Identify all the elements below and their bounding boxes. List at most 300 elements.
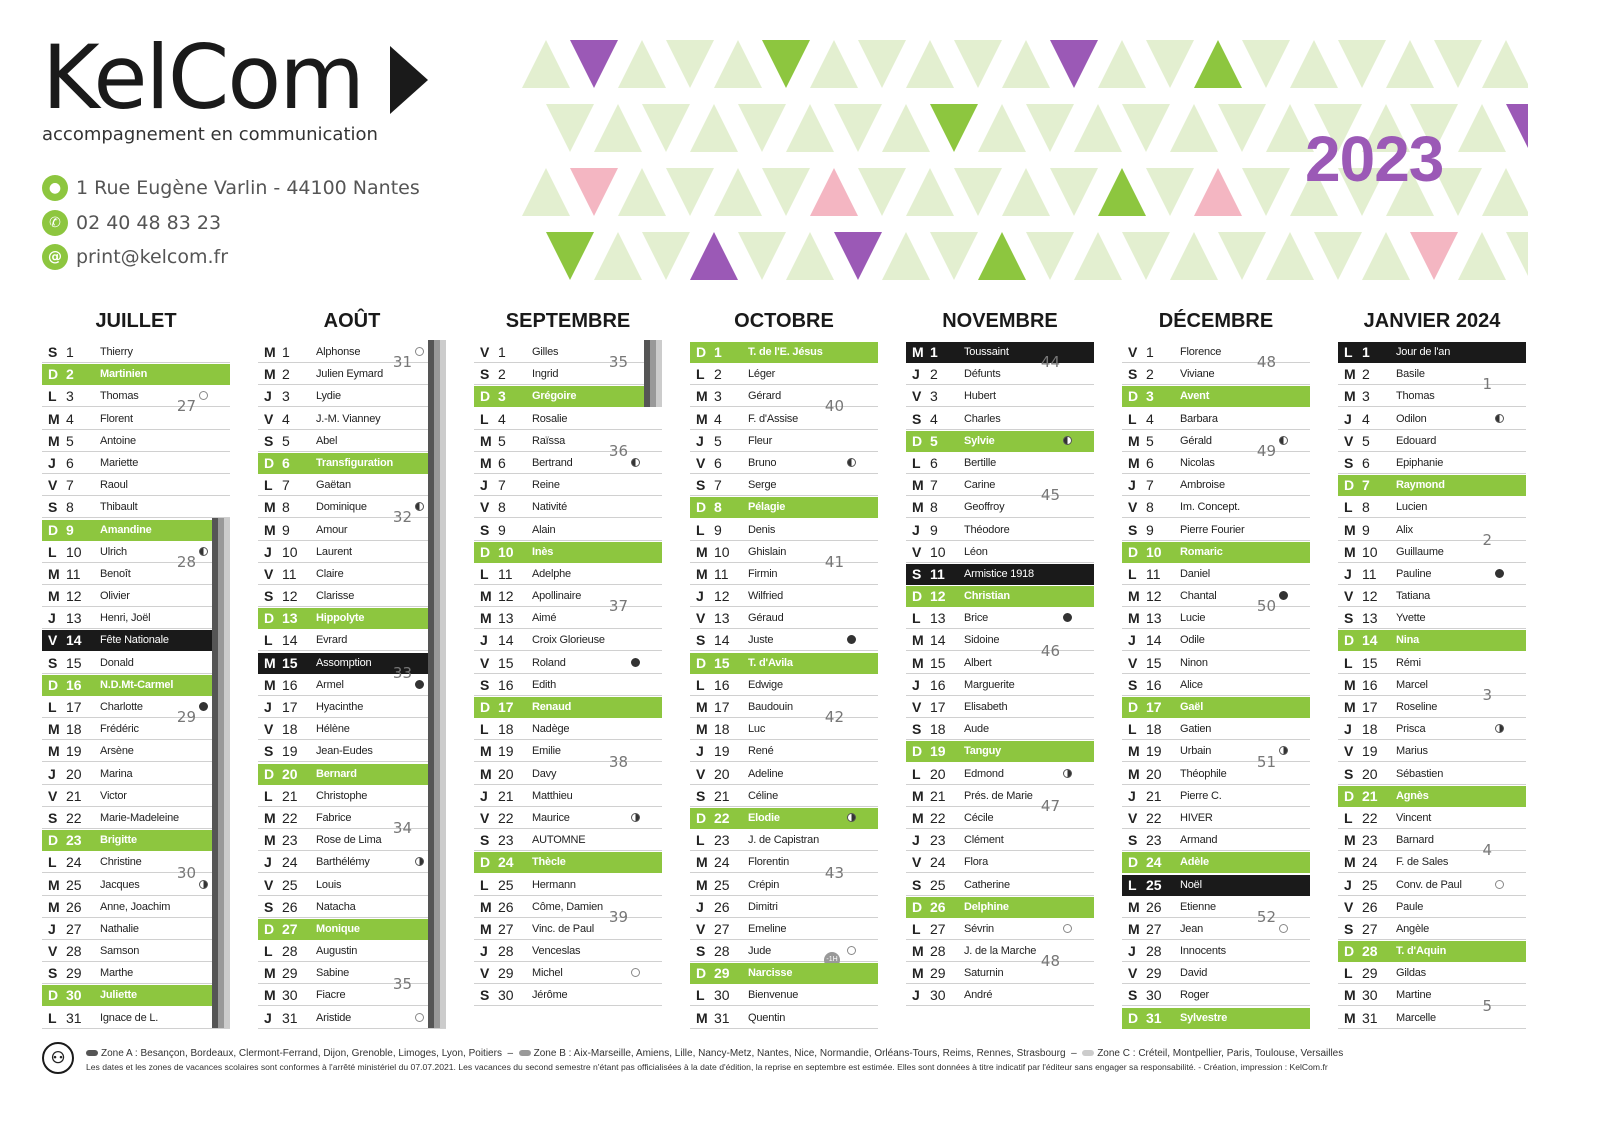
- week-number: 51: [1256, 752, 1276, 771]
- week-number: 41: [824, 552, 844, 571]
- day-letter: V: [912, 388, 922, 405]
- day-letter: V: [264, 410, 274, 427]
- day-number: 25: [1362, 876, 1378, 893]
- day-row: [1338, 941, 1526, 962]
- day-letter: V: [696, 920, 706, 937]
- saint-name: Evrard: [316, 634, 348, 647]
- saint-name: Apollinaire: [532, 590, 582, 603]
- day-row: [1338, 409, 1526, 430]
- day-number: 24: [1362, 854, 1378, 871]
- day-row: [258, 475, 446, 496]
- day-row: [258, 786, 446, 807]
- day-letter: M: [912, 632, 924, 649]
- saint-name: Tatiana: [1396, 590, 1431, 603]
- day-letter: L: [696, 676, 705, 693]
- day-row: [1338, 520, 1526, 541]
- day-letter: L: [1128, 721, 1137, 738]
- pattern-triangle: [1410, 232, 1458, 280]
- day-letter: J: [264, 543, 272, 560]
- pattern-triangle: [1074, 232, 1122, 280]
- saint-name: Edmond: [964, 767, 1004, 780]
- day-number: 14: [714, 632, 730, 649]
- day-number: 22: [930, 809, 946, 826]
- pattern-triangle: [930, 232, 978, 280]
- day-letter: V: [264, 721, 274, 738]
- day-row: [42, 608, 230, 629]
- saint-name: Adèle: [1180, 856, 1209, 869]
- day-letter: M: [696, 876, 708, 893]
- day-number: 10: [1146, 543, 1162, 560]
- saint-name: Ninon: [1180, 656, 1208, 669]
- saint-name: Mariette: [100, 456, 139, 469]
- saint-name: Bertrand: [532, 456, 573, 469]
- zone-a-swatch: [86, 1050, 98, 1056]
- day-row: [1122, 342, 1310, 363]
- day-letter: V: [480, 499, 490, 516]
- day-letter: D: [1128, 388, 1139, 405]
- day-number: 21: [498, 787, 514, 804]
- week-number: 2: [1482, 530, 1492, 549]
- day-letter: D: [912, 898, 923, 915]
- day-letter: M: [264, 366, 276, 383]
- day-row: [1338, 675, 1526, 696]
- day-row: [906, 963, 1094, 984]
- day-row: [906, 697, 1094, 718]
- day-row: [690, 586, 878, 607]
- day-row: [474, 719, 662, 740]
- pattern-triangle: [1338, 40, 1386, 88]
- day-number: 22: [1362, 809, 1378, 826]
- saint-name: Carine: [964, 479, 996, 492]
- day-number: 6: [282, 454, 290, 471]
- day-number: 27: [930, 920, 946, 937]
- pattern-triangle: [786, 232, 834, 280]
- saint-name: Aimé: [532, 612, 557, 625]
- saint-name: Marcel: [1396, 678, 1428, 691]
- day-letter: J: [48, 765, 56, 782]
- day-row: [906, 852, 1094, 873]
- day-row: [1338, 697, 1526, 718]
- week-number: 39: [608, 908, 628, 926]
- day-number: 19: [1362, 743, 1378, 760]
- day-list: [1338, 342, 1526, 1029]
- moon-phase-icon: [415, 857, 424, 866]
- saint-name: Michel: [532, 967, 563, 980]
- day-row: [1122, 497, 1310, 518]
- day-number: 24: [930, 854, 946, 871]
- moon-phase-icon: [1279, 746, 1288, 755]
- moon-phase-icon: [1495, 569, 1504, 578]
- day-row: [690, 808, 878, 829]
- day-letter: S: [696, 943, 706, 960]
- day-number: 14: [498, 632, 514, 649]
- day-letter: M: [696, 699, 708, 715]
- pattern-triangle: [810, 40, 858, 88]
- day-number: 1: [1146, 344, 1154, 360]
- day-row: [258, 852, 446, 873]
- day-letter: D: [48, 987, 59, 1004]
- day-number: 28: [282, 943, 298, 960]
- saint-name: Assomption: [316, 656, 372, 669]
- saint-name: Matthieu: [532, 789, 573, 802]
- phone-text: 02 40 48 83 23: [76, 212, 222, 234]
- saint-name: Noël: [1180, 878, 1202, 891]
- day-letter: D: [48, 676, 59, 693]
- day-number: 18: [714, 721, 730, 738]
- saint-name: Crépin: [748, 878, 780, 891]
- saint-name: Christophe: [316, 789, 368, 802]
- day-number: 14: [282, 632, 298, 649]
- saint-name: Jean-Eudes: [316, 745, 373, 758]
- day-number: 9: [498, 521, 506, 538]
- day-row: [1338, 1008, 1526, 1029]
- week-number: 27: [176, 397, 196, 416]
- day-letter: M: [480, 743, 492, 760]
- day-number: 16: [498, 676, 514, 693]
- pattern-triangle: [690, 104, 738, 152]
- saint-name: Brigitte: [100, 834, 137, 847]
- day-letter: L: [48, 388, 57, 405]
- day-list: [690, 342, 878, 1029]
- day-number: 18: [66, 721, 82, 738]
- pattern-triangle: [1434, 40, 1482, 88]
- day-row: [1122, 409, 1310, 430]
- saint-name: Odile: [1180, 634, 1205, 647]
- day-row: [1338, 719, 1526, 740]
- day-number: 21: [930, 787, 946, 804]
- saint-name: Léon: [964, 545, 988, 558]
- saint-name: Edith: [532, 678, 557, 691]
- day-row: [1122, 830, 1310, 851]
- day-number: 11: [282, 565, 297, 582]
- day-number: 15: [66, 654, 82, 671]
- day-row: [690, 497, 878, 518]
- moon-phase-icon: [1279, 924, 1288, 933]
- day-letter: D: [480, 543, 491, 560]
- day-number: 3: [1146, 388, 1154, 405]
- saint-name: Hélène: [316, 723, 350, 736]
- moon-phase-icon: [1495, 880, 1504, 889]
- day-number: 13: [1362, 610, 1378, 627]
- day-number: 28: [66, 943, 82, 960]
- pattern-triangle: [1074, 104, 1122, 152]
- logo: [42, 26, 363, 129]
- pattern-triangle: [570, 168, 618, 216]
- day-letter: D: [264, 765, 275, 782]
- day-letter: L: [1128, 410, 1137, 427]
- day-letter: L: [912, 920, 921, 937]
- day-letter: D: [696, 499, 707, 516]
- saint-name: Barthélémy: [316, 856, 370, 869]
- day-letter: V: [1128, 499, 1138, 516]
- day-row: [258, 364, 446, 385]
- saint-name: F. de Sales: [1396, 856, 1449, 869]
- day-number: 27: [714, 920, 730, 937]
- day-row: [906, 919, 1094, 940]
- month-title: OCTOBRE: [734, 310, 834, 332]
- day-row: [1122, 586, 1310, 607]
- school-holiday-bar: [644, 340, 662, 407]
- day-number: 19: [498, 743, 514, 760]
- saint-name: Alain: [532, 523, 556, 536]
- pattern-triangle: [522, 40, 570, 88]
- day-letter: M: [264, 344, 276, 360]
- day-row: [42, 364, 230, 385]
- day-letter: V: [480, 965, 490, 982]
- week-number: 40: [824, 397, 844, 416]
- day-number: 20: [930, 765, 946, 782]
- day-number: 17: [1146, 699, 1162, 715]
- saint-name: Hyacinthe: [316, 701, 364, 713]
- moon-phase-icon: [199, 702, 208, 711]
- saint-name: J. de la Marche: [964, 945, 1037, 958]
- pattern-triangle: [666, 40, 714, 88]
- day-number: 7: [66, 477, 74, 494]
- day-number: 29: [282, 965, 298, 982]
- day-letter: V: [1344, 432, 1354, 449]
- saint-name: Amandine: [100, 523, 152, 536]
- saint-name: Alphonse: [316, 346, 361, 358]
- day-number: 17: [1362, 699, 1378, 715]
- saint-name: Dimitri: [748, 900, 778, 913]
- saint-name: Nina: [1396, 634, 1420, 647]
- day-row: [1122, 897, 1310, 918]
- day-number: 26: [66, 898, 82, 915]
- pattern-triangle: [1242, 40, 1290, 88]
- week-number: 45: [1040, 486, 1060, 505]
- day-row: [1338, 342, 1526, 363]
- saint-name: AUTOMNE: [532, 834, 586, 847]
- day-number: 16: [66, 676, 82, 693]
- day-number: 4: [1362, 410, 1370, 427]
- week-number: 42: [824, 708, 844, 727]
- saint-name: Juliette: [100, 989, 137, 1002]
- day-number: 8: [498, 499, 506, 516]
- saint-name: Barbara: [1180, 412, 1218, 425]
- day-number: 28: [498, 943, 514, 960]
- week-number: 4: [1482, 841, 1492, 860]
- day-letter: M: [264, 521, 276, 538]
- day-number: 9: [714, 521, 722, 538]
- day-number: 12: [1362, 588, 1378, 605]
- pattern-triangle: [522, 168, 570, 216]
- week-number: 34: [392, 819, 412, 838]
- pattern-triangle: [762, 40, 810, 88]
- day-letter: M: [912, 499, 924, 516]
- week-number: 28: [176, 552, 196, 571]
- saint-name: Thierry: [100, 346, 133, 358]
- day-letter: J: [48, 454, 56, 471]
- saint-name: Jude: [748, 945, 772, 958]
- day-number: 5: [66, 432, 74, 449]
- pattern-triangle: [1170, 104, 1218, 152]
- day-row: [1122, 786, 1310, 807]
- pattern-triangle: [786, 104, 834, 152]
- month-column: [906, 306, 1094, 1008]
- month-title: DÉCEMBRE: [1158, 310, 1274, 332]
- saint-name: Raoul: [100, 479, 128, 492]
- day-row: [690, 852, 878, 873]
- phone-line: [42, 208, 221, 238]
- day-letter: L: [1344, 654, 1353, 671]
- day-row: [1338, 963, 1526, 984]
- day-row: [1122, 386, 1310, 407]
- zone-a-text: Zone A : Besançon, Bordeaux, Clermont-Ferrand, Dijon, Grenoble, Limoges, Lyon, Poitiers: [101, 1048, 502, 1059]
- saint-name: Gaëtan: [316, 479, 351, 492]
- day-row: [1122, 675, 1310, 696]
- saint-name: Gérald: [1180, 434, 1212, 447]
- day-letter: D: [264, 920, 275, 937]
- day-row: [1122, 608, 1310, 629]
- pattern-triangle: [978, 232, 1026, 280]
- saint-name: Abel: [316, 434, 338, 447]
- family-icon: ⚇: [42, 1042, 74, 1074]
- day-letter: L: [696, 366, 705, 383]
- day-letter: M: [480, 765, 492, 782]
- day-letter: M: [48, 721, 60, 738]
- saint-name: Raïssa: [532, 434, 566, 447]
- day-number: 26: [282, 898, 298, 915]
- saint-name: Clément: [964, 834, 1004, 847]
- day-letter: S: [48, 809, 58, 826]
- day-number: 15: [282, 654, 298, 671]
- saint-name: Théophile: [1180, 767, 1227, 780]
- saint-name: J.-M. Vianney: [316, 412, 381, 425]
- day-letter: S: [264, 588, 274, 605]
- day-letter: S: [696, 787, 706, 804]
- day-number: 2: [66, 366, 74, 383]
- day-letter: M: [48, 432, 60, 449]
- day-row: [906, 608, 1094, 629]
- day-row: [474, 453, 662, 474]
- day-row: [258, 564, 446, 585]
- day-letter: L: [696, 832, 705, 849]
- day-number: 24: [498, 854, 514, 871]
- saint-name: Sylvestre: [1180, 1011, 1228, 1024]
- day-row: [42, 520, 230, 541]
- day-number: 19: [1146, 743, 1162, 760]
- day-row: [474, 364, 662, 385]
- saint-name: Pierre Fourier: [1180, 523, 1245, 536]
- day-letter: V: [912, 699, 922, 715]
- saint-name: Lydie: [316, 390, 341, 403]
- saint-name: Rose de Lima: [316, 834, 382, 847]
- saint-name: Pierre C.: [1180, 789, 1222, 802]
- day-row: [1338, 364, 1526, 385]
- day-number: 29: [714, 965, 730, 982]
- day-row: [474, 675, 662, 696]
- day-number: 30: [282, 987, 298, 1004]
- day-letter: L: [1344, 499, 1353, 516]
- day-number: 24: [714, 854, 730, 871]
- day-number: 25: [930, 876, 946, 893]
- day-row: [690, 453, 878, 474]
- pattern-triangle: [906, 40, 954, 88]
- day-number: 20: [1146, 765, 1162, 782]
- pattern-triangle: [714, 40, 762, 88]
- month-column: [1338, 306, 1526, 1030]
- day-letter: J: [1344, 876, 1352, 893]
- day-letter: V: [480, 654, 490, 671]
- saint-name: Christine: [100, 856, 142, 869]
- saint-name: Nicolas: [1180, 456, 1215, 469]
- day-number: 1: [714, 344, 722, 360]
- saint-name: Florence: [1180, 346, 1222, 358]
- week-number: 48: [1040, 952, 1060, 971]
- moon-phase-icon: [1495, 414, 1504, 423]
- day-letter: L: [48, 1009, 57, 1026]
- day-row: [1338, 919, 1526, 940]
- pattern-triangle: [666, 168, 714, 216]
- pattern-triangle: [1098, 40, 1146, 88]
- week-number: 35: [392, 974, 412, 993]
- month-column: [474, 306, 662, 1008]
- day-number: 10: [498, 543, 514, 560]
- month-title: SEPTEMBRE: [505, 310, 631, 332]
- day-row: [690, 786, 878, 807]
- saint-name: Fiacre: [316, 989, 346, 1002]
- day-number: 31: [714, 1009, 730, 1026]
- saint-name: Marguerite: [964, 678, 1015, 691]
- day-letter: M: [1344, 854, 1356, 871]
- week-number: 50: [1256, 597, 1276, 616]
- day-letter: M: [912, 654, 924, 671]
- month-title: JUILLET: [95, 310, 177, 332]
- day-row: [42, 675, 230, 696]
- pattern-triangle: [1002, 40, 1050, 88]
- pattern-triangle: [546, 232, 594, 280]
- day-letter: J: [696, 432, 704, 449]
- day-number: 8: [1146, 499, 1154, 516]
- pattern-triangle: [642, 104, 690, 152]
- week-number: 47: [1040, 797, 1060, 815]
- day-row: [258, 919, 446, 940]
- saint-name: Marthe: [100, 967, 134, 980]
- day-number: 23: [66, 832, 82, 849]
- day-row: [474, 608, 662, 629]
- saint-name: Bruno: [748, 456, 777, 469]
- day-letter: V: [48, 632, 58, 649]
- saint-name: Conv. de Paul: [1396, 878, 1462, 891]
- day-letter: J: [264, 388, 272, 405]
- day-number: 19: [930, 743, 946, 760]
- day-row: [1122, 697, 1310, 718]
- saint-name: J. de Capistran: [748, 834, 819, 847]
- day-letter: M: [1128, 765, 1140, 782]
- day-letter: V: [1128, 344, 1138, 360]
- day-row: [1338, 764, 1526, 785]
- day-row: [690, 364, 878, 385]
- day-letter: M: [264, 499, 276, 516]
- day-row: [1338, 608, 1526, 629]
- day-row: [1338, 808, 1526, 829]
- day-letter: S: [912, 721, 922, 738]
- saint-name: Samson: [100, 945, 140, 958]
- saint-name: Tanguy: [964, 745, 1002, 758]
- day-number: 9: [1146, 521, 1154, 538]
- month-column: [258, 306, 446, 1030]
- day-row: [1338, 542, 1526, 563]
- day-row: [1338, 386, 1526, 407]
- day-row: [1338, 564, 1526, 585]
- day-letter: D: [696, 344, 707, 360]
- day-number: 20: [66, 765, 82, 782]
- moon-phase-icon: [847, 813, 856, 822]
- day-letter: V: [48, 477, 58, 494]
- day-number: 13: [498, 610, 514, 627]
- day-number: 23: [930, 832, 946, 849]
- day-row: [42, 542, 230, 563]
